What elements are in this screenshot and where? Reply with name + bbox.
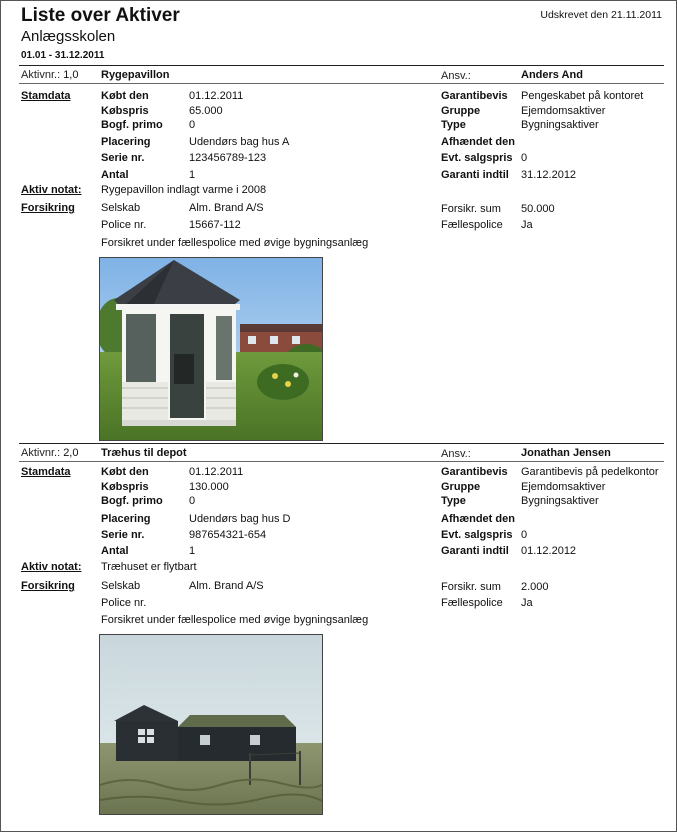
asset-no-label: Aktivnr.: xyxy=(21,69,61,81)
sale-price-value: 0 xyxy=(521,152,528,164)
placement-value: Udendørs bag hus D xyxy=(189,513,291,525)
responsible-name: Jonathan Jensen xyxy=(521,447,611,459)
insured-sum-value: 2.000 xyxy=(521,581,549,593)
group-value: Ejemdomsaktiver xyxy=(521,105,606,117)
common-policy-label: Fællespolice xyxy=(441,597,503,609)
disposed-label: Afhændet den xyxy=(441,136,515,148)
asset-1-number-row xyxy=(21,69,78,81)
purchased-label: Købt den xyxy=(101,466,149,478)
asset-note-heading: Aktiv notat: xyxy=(21,184,82,196)
type-value: Bygningsaktiver xyxy=(521,495,599,507)
common-policy-value: Ja xyxy=(521,219,533,231)
organization-name: Anlægsskolen xyxy=(21,28,116,45)
serial-value: 987654321-654 xyxy=(189,529,267,541)
asset-number: 1,0 xyxy=(63,69,79,81)
placement-label: Placering xyxy=(101,136,151,148)
placement-value: Udendørs bag hus A xyxy=(189,136,290,148)
common-policy-value: Ja xyxy=(521,597,533,609)
asset-2-top-rule xyxy=(19,443,664,444)
master-data-heading: Stamdata xyxy=(21,466,71,478)
quantity-label: Antal xyxy=(101,545,129,557)
asset-note-value: Rygepavillon indlagt varme i 2008 xyxy=(101,184,267,196)
policy-no-value: 15667-112 xyxy=(189,219,241,231)
warranty-value: Pengeskabet på kontoret xyxy=(521,90,644,102)
asset-note-heading: Aktiv notat: xyxy=(21,561,82,573)
asset-1-top-rule xyxy=(19,65,664,66)
insured-sum-label: Forsikr. sum xyxy=(441,203,501,215)
sale-price-label: Evt. salgspris xyxy=(441,529,513,541)
insured-sum-label: Forsikr. sum xyxy=(441,581,501,593)
warranty-until-label: Garanti indtil xyxy=(441,169,509,181)
quantity-value: 1 xyxy=(189,545,196,557)
purchased-value: 01.12.2011 xyxy=(189,90,244,102)
book-value-label: Bogf. primo xyxy=(101,119,163,131)
warranty-until-value: 31.12.2012 xyxy=(521,169,577,181)
master-data-heading: Stamdata xyxy=(21,90,71,102)
company-label: Selskab xyxy=(101,202,141,214)
type-value: Bygningsaktiver xyxy=(521,119,599,131)
group-label: Gruppe xyxy=(441,481,481,493)
responsible-label: Ansv.: xyxy=(441,448,471,460)
book-value-value: 0 xyxy=(189,495,196,507)
serial-label: Serie nr. xyxy=(101,152,145,164)
quantity-value: 1 xyxy=(189,169,196,181)
price-value: 130.000 xyxy=(189,481,229,493)
type-label: Type xyxy=(441,119,466,131)
group-value: Ejemdomsaktiver xyxy=(521,481,606,493)
policy-no-label: Police nr. xyxy=(101,597,147,609)
serial-value: 123456789-123 xyxy=(189,152,267,164)
company-value: Alm. Brand A/S xyxy=(189,202,264,214)
asset-number: 2,0 xyxy=(63,447,79,459)
warranty-label: Garantibevis xyxy=(441,90,508,102)
warranty-until-value: 01.12.2012 xyxy=(521,545,577,557)
wooden-house-photo xyxy=(99,634,323,815)
company-label: Selskab xyxy=(101,580,141,592)
asset-2-header-rule xyxy=(19,461,664,462)
insured-sum-value: 50.000 xyxy=(521,203,555,215)
purchased-label: Købt den xyxy=(101,90,149,102)
responsible-name: Anders And xyxy=(521,69,583,81)
sale-price-value: 0 xyxy=(521,529,528,541)
price-label: Købspris xyxy=(101,105,149,117)
insurance-note: Forsikret under fællespolice med øvige bygningsanlæg xyxy=(101,614,369,626)
quantity-label: Antal xyxy=(101,169,129,181)
disposed-label: Afhændet den xyxy=(441,513,515,525)
insurance-note: Forsikret under fællespolice med øvige bygningsanlæg xyxy=(101,237,369,249)
price-value: 65.000 xyxy=(189,105,223,117)
sale-price-label: Evt. salgspris xyxy=(441,152,513,164)
serial-label: Serie nr. xyxy=(101,529,145,541)
price-label: Købspris xyxy=(101,481,149,493)
purchased-value: 01.12.2011 xyxy=(189,466,244,478)
type-label: Type xyxy=(441,495,466,507)
warranty-label: Garantibevis xyxy=(441,466,508,478)
book-value-value: 0 xyxy=(189,119,196,131)
asset-name: Træhus til depot xyxy=(101,447,187,459)
policy-no-label: Police nr. xyxy=(101,219,147,231)
placement-label: Placering xyxy=(101,513,151,525)
asset-2-number-row xyxy=(21,447,78,459)
company-value: Alm. Brand A/S xyxy=(189,580,264,592)
report-period: 01.01 - 31.12.2011 xyxy=(21,50,105,61)
asset-1-header-rule xyxy=(19,83,664,84)
group-label: Gruppe xyxy=(441,105,481,117)
printed-date: Udskrevet den 21.11.2011 xyxy=(540,9,662,21)
warranty-value: Garantibevis på pedelkontor xyxy=(521,466,659,478)
asset-name: Rygepavillon xyxy=(101,69,170,81)
book-value-label: Bogf. primo xyxy=(101,495,163,507)
gazebo-photo xyxy=(99,257,323,441)
common-policy-label: Fællespolice xyxy=(441,219,503,231)
asset-no-label: Aktivnr.: xyxy=(21,447,61,459)
insurance-heading: Forsikring xyxy=(21,580,75,592)
asset-note-value: Træhuset er flytbart xyxy=(101,561,197,573)
responsible-label: Ansv.: xyxy=(441,70,471,82)
insurance-heading: Forsikring xyxy=(21,202,75,214)
warranty-until-label: Garanti indtil xyxy=(441,545,509,557)
report-title: Liste over Aktiver xyxy=(21,5,180,26)
